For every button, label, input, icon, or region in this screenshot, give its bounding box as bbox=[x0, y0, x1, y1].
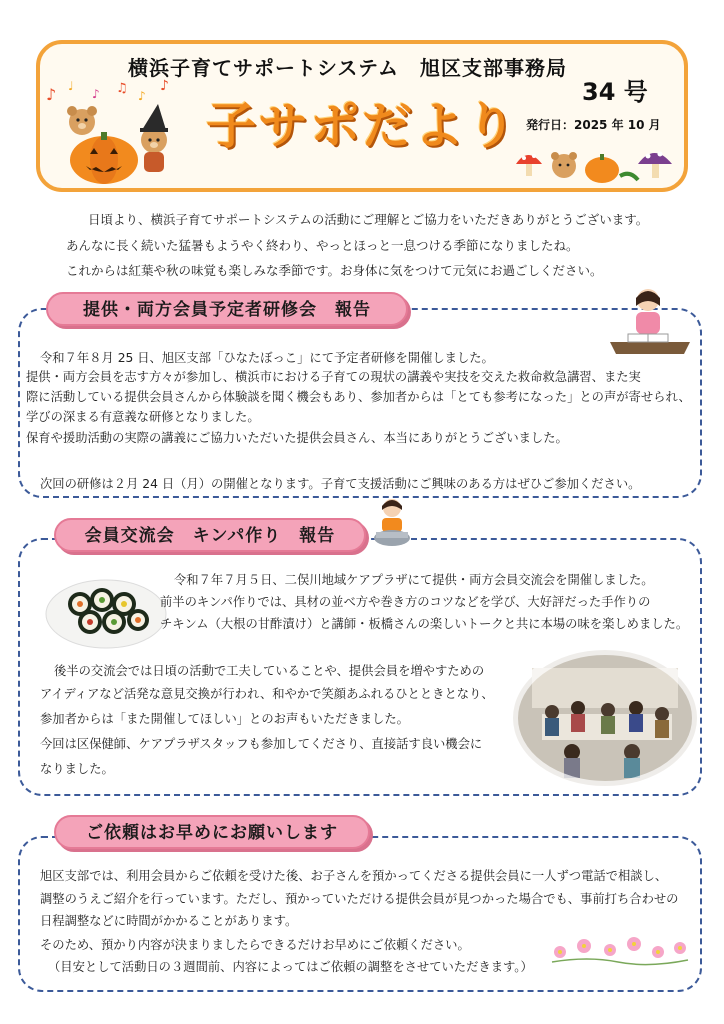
section3-line-3: 日程調整などに時間がかかることがあります。 bbox=[40, 914, 298, 928]
issue-number: 34 号 bbox=[582, 78, 648, 106]
cooking-person-illustration bbox=[368, 496, 416, 552]
section1-line-5: 保育や援助活動の実際の講義にご協力いただいた提供会員さん、本当にありがとうございました。 bbox=[26, 431, 568, 445]
intro-line-1: 日頃より、横浜子育てサポートシステムの活動にご理解とご協力をいただきありがとうございます。 bbox=[88, 212, 649, 227]
section2-line-5: アイディアなど活発な意見交換が行われ、和やかで笑顔あふれるひとときとなり、 bbox=[40, 687, 494, 701]
cosmos-flowers-illustration bbox=[548, 934, 694, 966]
meeting-photo bbox=[512, 648, 698, 788]
section1-line-1: 令和７年８月 25 日、旭区支部「ひなたぼっこ」にて予定者研修を開催しました。 bbox=[40, 351, 494, 365]
section1-line-6: 次回の研修は２月 24 日（月）の開催となります。子育て支援活動にご興味のある方はぜひご参加ください。 bbox=[40, 477, 641, 491]
section2-line-7: 今回は区保健師、ケアプラザスタッフも参加してくださり、直接話す良い機会に bbox=[40, 737, 483, 751]
section2-line-4: 後半の交流会では日頃の活動で工夫していることや、提供会員を増やすための bbox=[54, 664, 485, 678]
section1-line-4: 学びの深まる有意義な研修となりました。 bbox=[26, 410, 260, 424]
section2-line-1: 令和７年７月５日、二俣川地域ケアプラザにて提供・両方会員交流会を開催しました。 bbox=[174, 573, 654, 587]
svg-text:♫: ♫ bbox=[116, 81, 128, 96]
svg-text:♩: ♩ bbox=[68, 79, 74, 93]
section2-line-6: 参加者からは「また開催してほしい」とのお声もいただきました。 bbox=[40, 712, 409, 726]
section3-title: ご依頼はお早めにお願いします bbox=[54, 815, 370, 849]
intro-line-2: あんなに長く続いた猛暑もようやく終わり、やっとほっと一息つける季節になりましたね。 bbox=[66, 238, 579, 253]
publish-date: 発行日：2025 年 10 月 bbox=[526, 118, 661, 132]
studying-woman-illustration bbox=[604, 284, 696, 360]
section2-line-2: 前半のキンパ作りでは、具材の並べ方や巻き方のコツなどを学び、大好評だった手作りの bbox=[160, 595, 651, 609]
svg-text:♪: ♪ bbox=[46, 85, 57, 104]
intro-line-3: これからは紅葉や秋の味覚も楽しみな季節です。お身体に気をつけて元気にお過ごしください。 bbox=[66, 263, 603, 278]
section1-line-2: 提供・両方会員を志す方々が参加し、横浜市における子育ての現状の講義や実技を交えた救命救急講習、また実 bbox=[26, 370, 641, 384]
section2-title: 会員交流会 キンパ作り 報告 bbox=[54, 518, 366, 552]
section3-line-4: そのため、預かり内容が決まりましたらできるだけお早めにご依頼ください。 bbox=[40, 938, 470, 952]
org-name: 横浜子育てサポートシステム 旭区支部事務局 bbox=[128, 56, 567, 80]
svg-text:♪: ♪ bbox=[138, 89, 146, 103]
section2-line-8: なりました。 bbox=[40, 762, 114, 776]
section3-line-1: 旭区支部では、利用会員からご依頼を受けた後、お子さんを預かってくださる提供会員に一人ずつ電話で相談し、 bbox=[40, 869, 668, 883]
mushroom-bear-illustration bbox=[508, 140, 678, 190]
halloween-bears-illustration bbox=[42, 70, 182, 186]
newsletter-title: 子サポだより bbox=[206, 96, 518, 155]
svg-text:♪: ♪ bbox=[160, 78, 169, 94]
section3-line-5: （目安として活動日の３週間前、内容によってはご依頼の調整をさせていただきます。） bbox=[48, 960, 533, 974]
section2-line-3: チキンム（大根の甘酢漬け）と講師・板橋さんの楽しいトークと共に本場の味を楽しめました。 bbox=[160, 617, 689, 631]
section1-title: 提供・両方会員予定者研修会 報告 bbox=[46, 292, 408, 326]
section1-line-3: 際に活動している提供会員さんから体験談を聞く機会もあり、参加者からは「とても参考になった」との声が寄せられ、 bbox=[26, 390, 691, 404]
section3-line-2: 調整のうえご紹介を行っています。ただし、預かっていただける提供会員が見つかった場合でも、事前打ち合わせの bbox=[40, 892, 679, 906]
svg-text:♪: ♪ bbox=[92, 87, 100, 101]
kimbap-photo bbox=[44, 566, 168, 650]
